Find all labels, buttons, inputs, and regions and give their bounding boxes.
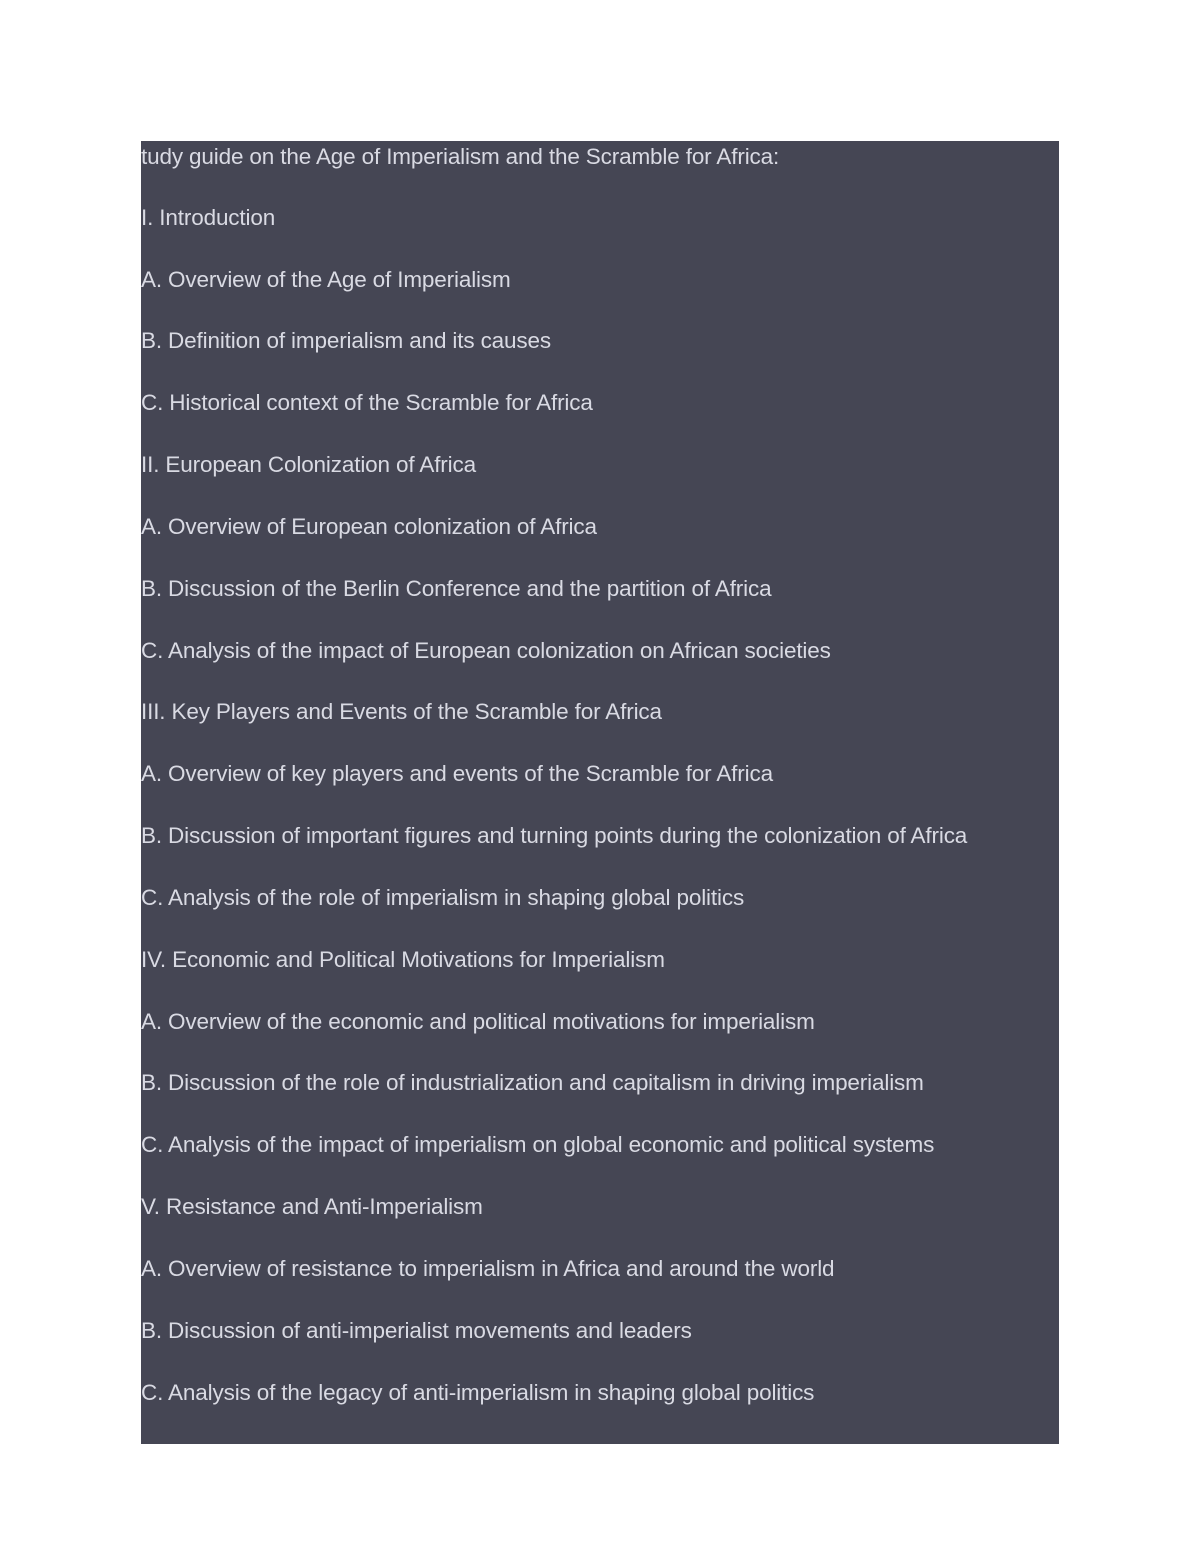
outline-item-3c: C. Analysis of the role of imperialism in shaping global politics xyxy=(141,885,745,910)
outline-item-5c: C. Analysis of the legacy of anti-imperialism in shaping global politics xyxy=(141,1380,815,1405)
section-heading-2: II. European Colonization of Africa xyxy=(141,452,476,477)
outline-item-4c: C. Analysis of the impact of imperialism on global economic and political systems xyxy=(141,1132,935,1157)
outline-item-2b: B. Discussion of the Berlin Conference and the partition of Africa xyxy=(141,576,772,601)
outline-item-3a: A. Overview of key players and events of the Scramble for Africa xyxy=(141,761,773,786)
outline-item-5b: B. Discussion of anti-imperialist movements and leaders xyxy=(141,1318,692,1343)
outline-item-3b: B. Discussion of important figures and turning points during the colonization of Africa xyxy=(141,823,968,848)
section-heading-4: IV. Economic and Political Motivations for Imperialism xyxy=(141,947,665,972)
outline-item-2a: A. Overview of European colonization of Africa xyxy=(141,514,597,539)
section-heading-5: V. Resistance and Anti-Imperialism xyxy=(141,1194,483,1219)
section-heading-1: I. Introduction xyxy=(141,205,276,230)
outline-item-4a: A. Overview of the economic and political motivations for imperialism xyxy=(141,1009,815,1034)
outline-item-5a: A. Overview of resistance to imperialism in Africa and around the world xyxy=(141,1256,835,1281)
document-title: tudy guide on the Age of Imperialism and the Scramble for Africa: xyxy=(141,144,780,169)
study-guide-text-block xyxy=(141,141,1059,1444)
outline-item-1a: A. Overview of the Age of Imperialism xyxy=(141,267,511,292)
outline-item-4b: B. Discussion of the role of industrialization and capitalism in driving imperialism xyxy=(141,1070,924,1095)
outline-item-1c: C. Historical context of the Scramble for Africa xyxy=(141,390,593,415)
outline-item-2c: C. Analysis of the impact of European colonization on African societies xyxy=(141,638,831,663)
section-heading-3: III. Key Players and Events of the Scramble for Africa xyxy=(141,699,662,724)
outline-item-1b: B. Definition of imperialism and its causes xyxy=(141,328,551,353)
